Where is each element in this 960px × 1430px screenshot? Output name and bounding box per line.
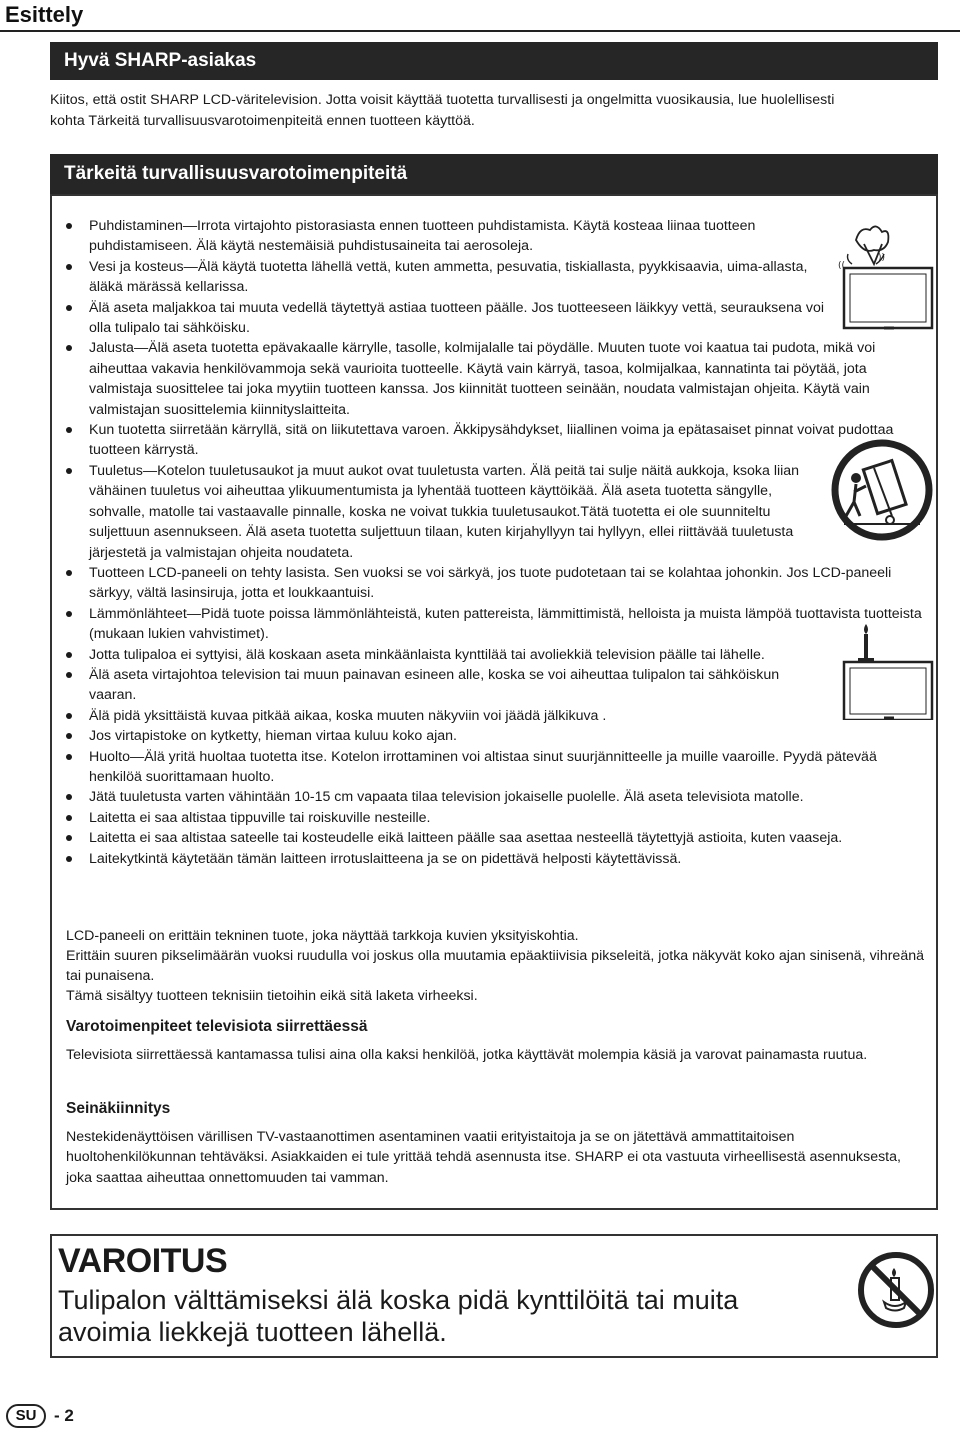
bullet-water: Vesi ja kosteus—Älä käytä tuotetta lähellä vettä, kuten ammetta, pesuvatia, tiskiallasta, pyykkisaavia, uima-allasta, äläkä märässä kellarissa. <box>66 257 834 298</box>
bullet-cart: Kun tuotetta siirretään kärryllä, sitä on liikutettava varoen. Äkkipysähdykset, liiallinen voima ja epätasaiset pinnat voivat pudottaa tuotteen kärrystä. <box>66 420 928 461</box>
vase-on-tv-icon <box>836 218 936 336</box>
greeting-heading: Hyvä SHARP-asiakas <box>50 42 938 80</box>
warning-title: VAROITUS <box>58 1242 228 1280</box>
svg-text:((: (( <box>838 261 846 271</box>
bullet-still-image: Älä pidä yksittäistä kuvaa pitkää aikaa, koska muuten näkyviin voi jäädä jälkikuva . <box>66 706 928 726</box>
bullet-switch: Laitekytkintä käytetään tämän laitteen irrotuslaitteena ja se on pidettävä helposti käytettävissä. <box>66 849 928 869</box>
wall-mount-text: Nestekidenäyttöisen värillisen TV-vastaanottimen asentaminen vaatii erityistaitoja ja se on jätettävä ammattitaitoisen huoltohenkilökunnan tehtäväksi. Asiakkaiden ei tule yrittää tehdä asennusta itse. SHARP ei ota vastuuta virheellisestä asennuksesta, joka saattaa aiheuttaa onnettomuuden tai vamman. <box>66 1129 901 1186</box>
page-title: Esittely <box>5 2 84 27</box>
bullet-stand: Jalusta—Älä aseta tuotetta epävakaalle kärrylle, tasolle, kolmijalalle tai pöydälle. Muuten tuote voi kaatua tai pudota, mikä voi aiheuttaa vakavia henkilövammoja sekä vaurioita tuotteelle. Käytä vain kärryä, tasoa, kolmijalkaa, kannatinta tai pöytää, jota valmistaja suosittelee tai joka myytiin tuotteen kanssa. Jos kiinnität tuotteen seinään, noudata valmistajan ohjeita. Käytä vain valmistajan suosittelemia kiinnityslaitteita. <box>66 338 928 420</box>
bullet-lcd-glass: Tuotteen LCD-paneeli on tehty lasista. Sen vuoksi se voi särkyä, jos tuote pudotetaan tai se kolahtaa johonkin. Jos LCD-paneeli särkyy, vältä lasinsiruja, jotta et loukkaantuisi. <box>66 563 928 604</box>
wall-mount-heading: Seinäkiinnitys <box>66 1100 171 1117</box>
lcd-paragraph-3: Tämä sisältyy tuotteen teknisiin tietoihin eikä sitä laketa virheeksi. <box>66 988 478 1004</box>
page-number <box>6 1402 74 1430</box>
warning-text: Tulipalon välttämiseksi älä koska pidä kynttilöitä tai muita avoimia liekkejä tuotteen lähellä. <box>58 1285 739 1347</box>
bullet-candle: Jotta tulipaloa ei syttyisi, älä koskaan aseta minkäänlaista kynttilää tai avoliekkiä television päälle tai lähelle. <box>66 645 819 665</box>
bullet-ventilation: Tuuletus—Kotelon tuuletusaukot ja muut aukot ovat tuuletusta varten. Älä peitä tai sulje näitä aukkoja, ksoka liian vähäinen tuuletus voi aiheuttaa ylikuumentumista ja lyhentää tuotteen käyttöikää. Älä aseta tuotetta sängylle, sohvalle, matolle tai vastaavalle pinnalle, koska ne voivat tukkia tuuletusaukot.Tätä tuotetta ei ole suunniteltu suljettuun asennukseen. Älä aseta tuotetta suljettuun tilaan, kuten kirjahyllyyn tai hyllyyn, ellei riittävää tuuletusta järjestetä ja valmistajan ohjeita noudateta. <box>66 461 819 563</box>
safety-heading: Tärkeitä turvallisuusvarotoimenpiteitä <box>50 154 938 194</box>
intro-line-1: Kiitos, että ostit SHARP LCD-väritelevision. Jotta voisit käyttää tuotetta turvallisesti ja ongelmitta vuosikausia, lue huolellisesti <box>50 92 835 108</box>
no-candle-icon <box>856 1250 936 1330</box>
candle-on-tv-icon <box>836 620 936 720</box>
lcd-paragraph-2: Erittäin suuren pikselimäärän vuoksi ruudulla voi joskus olla muutamia epäaktiivisia pikseleitä, jotka näkyvät koko ajan sinisenä, vihreänä tai punaisena. <box>66 948 924 985</box>
cart-tipping-icon <box>830 438 934 542</box>
language-badge: SU <box>6 1404 46 1428</box>
intro-text <box>50 90 930 131</box>
bullet-dripping: Laitetta ei saa altistaa tippuville tai roiskuville nesteille. <box>66 808 928 828</box>
bullet-standby-power: Jos virtapistoke on kytketty, hieman virtaa kuluu koko ajan. <box>66 726 928 746</box>
bullet-service: Huolto—Älä yritä huoltaa tuotetta itse. Kotelon irrottaminen voi altistaa sinut suurjännitteelle ja muille vaaroille. Pyydä pätevää henkilöä suorittamaan huolto. <box>66 747 928 788</box>
svg-text:)): )) <box>878 253 886 263</box>
bullet-clearance: Jätä tuuletusta varten vähintään 10-15 cm vapaata tilaa television jokaiselle puolelle. Älä aseta televisiota matolle. <box>66 787 928 807</box>
page-number-text: - 2 <box>54 1406 74 1425</box>
bullet-vase: Älä aseta maljakkoa tai muuta vedellä täytettyä astiaa tuotteen päälle. Jos tuotteeseen läikkyy vettä, seurauksena voi olla tulipalo tai sähköisku. <box>66 298 834 339</box>
intro-line-2: kohta Tärkeitä turvallisuusvarotoimenpiteitä ennen tuotteen käyttöä. <box>50 112 475 129</box>
moving-text: Televisiota siirrettäessä kantamassa tulisi aina olla kaksi henkilöä, jotka käyttävät molempia käsiä ja varovat painamasta ruutua. <box>66 1047 868 1063</box>
bullet-heat: Lämmönlähteet—Pidä tuote poissa lämmönlähteistä, kuten pattereista, lämmittimistä, helloista ja muista lämpöä tuottavista tuotteista (mukaan lukien vahvistimet). <box>66 604 928 645</box>
bullet-cord: Älä aseta virtajohtoa television tai muun painavan esineen alle, koska se voi aiheuttaa tulipalon tai sähköiskun vaaran. <box>66 665 819 706</box>
bullet-cleaning: Puhdistaminen—Irrota virtajohto pistorasiasta ennen tuotteen puhdistamista. Käytä kosteaa liinaa tuotteen puhdistamiseen. Älä käytä nestemäisiä puhdistusaineita tai aerosoleja. <box>66 216 834 257</box>
moving-heading: Varotoimenpiteet televisiota siirrettäessä <box>66 1018 368 1035</box>
bullet-rain: Laitetta ei saa altistaa sateelle tai kosteudelle eikä laitteen päälle saa asettaa nesteellä täytettyjä astioita, kuten vaaseja. <box>66 828 928 848</box>
title-rule <box>0 30 960 32</box>
lcd-paragraph-1: LCD-paneeli on erittäin tekninen tuote, joka näyttää tarkkoja kuvien yksityiskohtia. <box>66 928 579 944</box>
safety-bullet-list <box>66 216 928 869</box>
